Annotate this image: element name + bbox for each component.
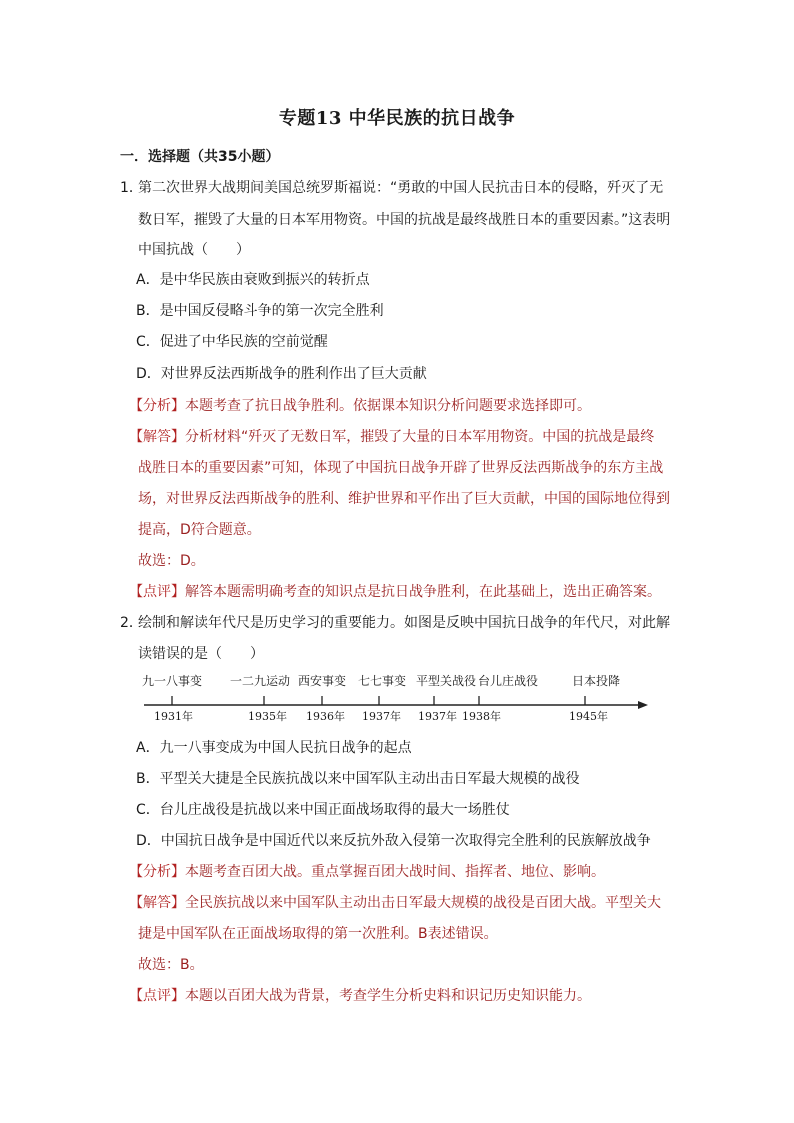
timeline-event: 九一八事变 — [142, 674, 203, 688]
analysis-block — [129, 396, 591, 416]
analysis-tag: 【分析】 — [129, 864, 185, 880]
timeline-year: 1931年 — [154, 710, 193, 723]
analysis-block — [129, 862, 605, 882]
timeline-year: 1937年 — [362, 710, 401, 723]
section-heading: 一．选择题（共35小题） — [120, 149, 280, 165]
option-b: B．平型关大捷是全民族抗战以来中国军队主动出击日军最大规模的战役 — [136, 771, 580, 787]
question-number: 1． — [120, 180, 143, 196]
answer-tag: 【解答】 — [129, 429, 185, 445]
question-stem-line: 第二次世界大战期间美国总统罗斯福说：“勇敢的中国人民抗击日本的侵略，歼灭了无 — [138, 180, 664, 196]
timeline-event: 一二九运动 — [230, 674, 291, 688]
answer-text: 全民族抗战以来中国军队主动出击日军最大规模的战役是百团大战。平型关大 — [185, 895, 661, 911]
comment-tag: 【点评】 — [129, 988, 185, 1004]
option-d: D．对世界反法西斯战争的胜利作出了巨大贡献 — [136, 366, 427, 382]
timeline-year: 1937年 — [418, 710, 457, 723]
answer-text: 提高，D符合题意。 — [138, 522, 261, 538]
answer-text: 场，对世界反法西斯战争的胜利、维护世界和平作出了巨大贡献，中国的国际地位得到 — [138, 491, 670, 507]
timeline-year: 1938年 — [462, 710, 501, 723]
option-a: A．是中华民族由衰败到振兴的转折点 — [136, 272, 370, 288]
comment-block — [129, 582, 661, 602]
answer-block — [129, 893, 661, 913]
timeline-figure — [142, 672, 652, 728]
timeline-event: 台儿庄战役 — [478, 674, 539, 688]
timeline-event: 西安事变 — [298, 674, 347, 688]
page-title: 专题13 中华民族的抗日战争 — [278, 108, 516, 129]
analysis-text: 本题考查了抗日战争胜利。依据课本知识分析问题要求选择即可。 — [185, 398, 591, 414]
answer-text: 分析材料“歼灭了无数日军，摧毁了大量的日本军用物资。中国的抗战是最终 — [185, 429, 655, 445]
comment-text: 解答本题需明确考查的知识点是抗日战争胜利，在此基础上，选出正确答案。 — [185, 584, 661, 600]
answer-text: 捷是中国军队在正面战场取得的第一次胜利。B表述错误。 — [138, 926, 498, 942]
choice-text: 故选：D。 — [138, 553, 205, 569]
analysis-text: 本题考查百团大战。重点掌握百团大战时间、指挥者、地位、影响。 — [185, 864, 605, 880]
answer-block — [129, 427, 654, 447]
analysis-tag: 【分析】 — [129, 398, 185, 414]
comment-block — [129, 986, 591, 1006]
answer-text: 战胜日本的重要因素”可知，体现了中国抗日战争开辟了世界反法西斯战争的东方主战 — [138, 460, 664, 476]
comment-text: 本题以百团大战为背景，考查学生分析史料和识记历史知识能力。 — [185, 988, 591, 1004]
timeline-event: 平型关战役 — [416, 674, 477, 688]
question-stem-line: 读错误的是（ ） — [138, 646, 264, 662]
timeline-event: 七七事变 — [358, 674, 407, 688]
timeline-year: 1936年 — [306, 710, 345, 723]
option-b: B．是中国反侵略斗争的第一次完全胜利 — [136, 303, 384, 319]
timeline-year: 1945年 — [569, 710, 608, 723]
answer-tag: 【解答】 — [129, 895, 185, 911]
timeline-year: 1935年 — [248, 710, 287, 723]
question-number: 2． — [120, 615, 143, 631]
choice-text: 故选：B。 — [138, 957, 204, 973]
question-stem-line: 数日军，摧毁了大量的日本军用物资。中国的抗战是最终战胜日本的重要因素。”这表明 — [138, 212, 671, 228]
question-stem-line: 中国抗战（ ） — [138, 242, 250, 258]
comment-tag: 【点评】 — [129, 584, 185, 600]
option-d: D．中国抗日战争是中国近代以来反抗外敌入侵第一次取得完全胜利的民族解放战争 — [136, 833, 651, 849]
option-a: A．九一八事变成为中国人民抗日战争的起点 — [136, 740, 412, 756]
question-stem-line: 绘制和解读年代尺是历史学习的重要能力。如图是反映中国抗日战争的年代尺，对此解 — [138, 615, 670, 631]
option-c: C．促进了中华民族的空前觉醒 — [136, 334, 328, 350]
timeline-event: 日本投降 — [572, 674, 621, 688]
option-c: C．台儿庄战役是抗战以来中国正面战场取得的最大一场胜仗 — [136, 802, 510, 818]
